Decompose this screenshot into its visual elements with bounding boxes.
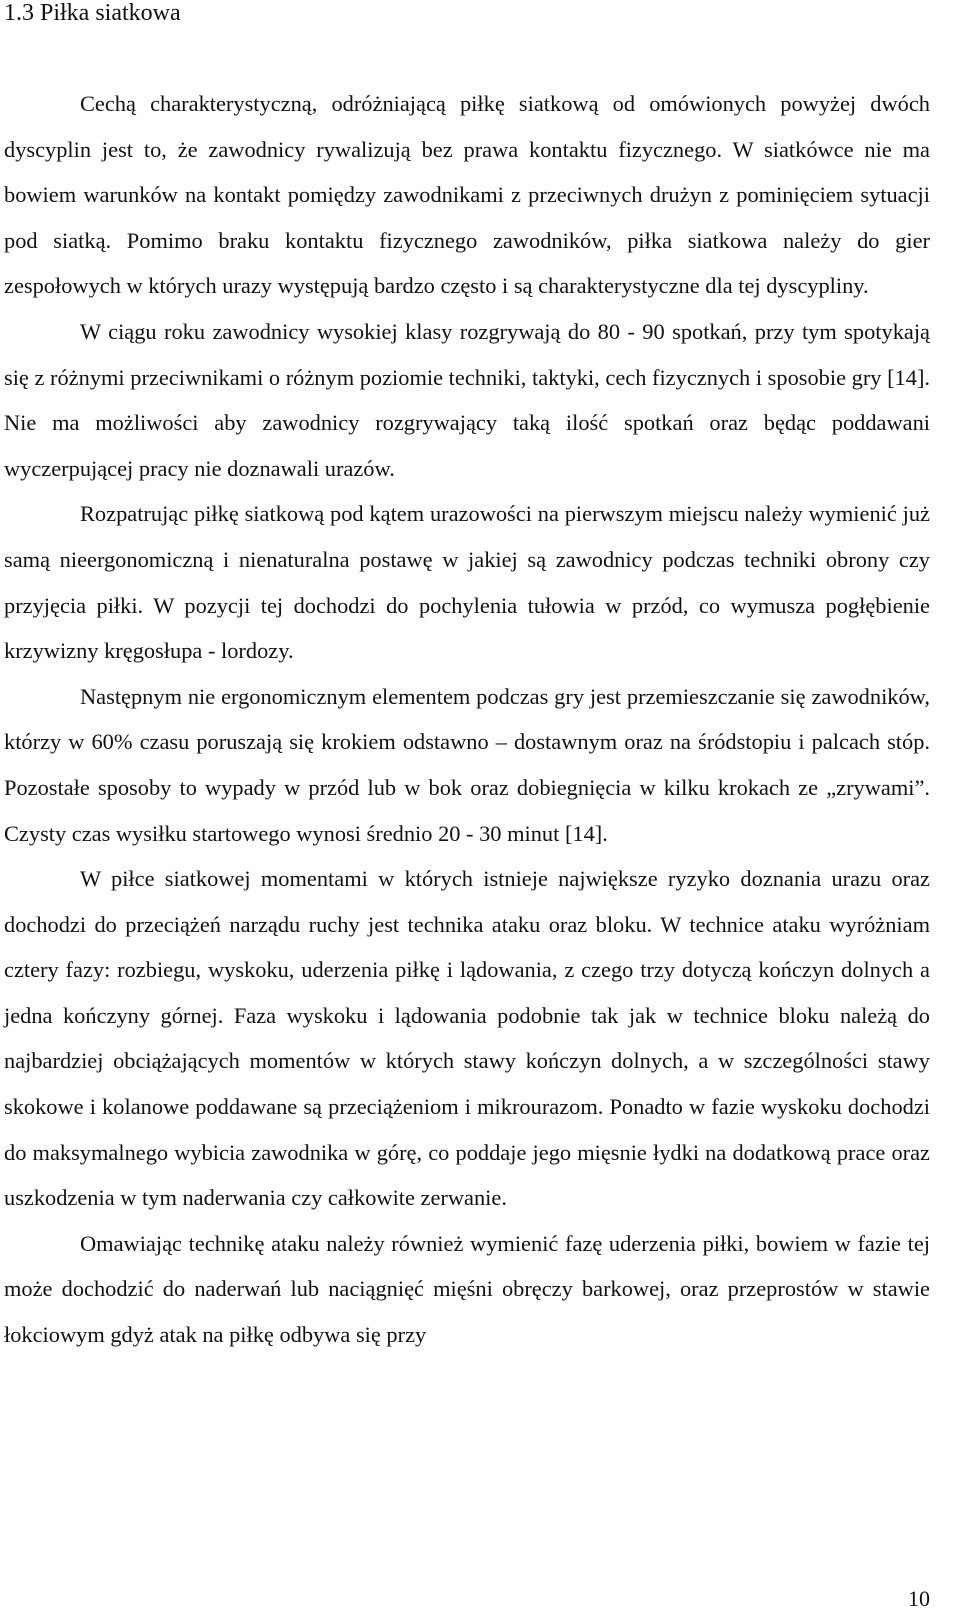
- body-text: [4, 81, 930, 1358]
- paragraph-1: Cechą charakterystyczną, odróżniającą piłkę siatkową od omówionych powyżej dwóch dyscyplin jest to, że zawodnicy rywalizują bez prawa kontaktu fizycznego. W siatkówce nie ma bowiem warunków na kontakt pomiędzy zawodnikami z przeciwnych drużyn z pominięciem sytuacji pod siatką. Pomimo braku kontaktu fizycznego zawodników, piłka siatkowa należy do gier zespołowych w których urazy występują bardzo często i są charakterystyczne dla tej dyscypliny.: [4, 91, 930, 299]
- page-number: 10: [908, 1586, 930, 1611]
- paragraph-3: Rozpatrując piłkę siatkową pod kątem urazowości na pierwszym miejscu należy wymienić już samą nieergonomiczną i nienaturalna postawę w jakiej są zawodnicy podczas techniki obrony czy przyjęcia piłki. W pozycji tej dochodzi do pochylenia tułowia w przód, co wymusza pogłębienie krzywizny kręgosłupa - lordozy.: [4, 501, 930, 664]
- paragraph-5: W piłce siatkowej momentami w których istnieje największe ryzyko doznania urazu oraz dochodzi do przeciążeń narządu ruchy jest technika ataku oraz bloku. W technice ataku wyróżniam cztery fazy: rozbiegu, wyskoku, uderzenia piłkę i lądowania, z czego trzy dotyczą kończyn dolnych a jedna kończyny górnej. Faza wyskoku i lądowania podobnie tak jak w technice bloku należą do najbardziej obciążających momentów w których stawy kończyn dolnych, a w szczególności stawy skokowe i kolanowe poddawane są przeciążeniom i mikrourazom. Ponadto w fazie wyskoku dochodzi do maksymalnego wybicia zawodnika w górę, co poddaje jego mięsnie łydki na dodatkową prace oraz uszkodzenia w tym naderwania czy całkowite zerwanie.: [4, 866, 930, 1211]
- paragraph-4: Następnym nie ergonomicznym elementem podczas gry jest przemieszczanie się zawodników, którzy w 60% czasu poruszają się krokiem odstawno – dostawnym oraz na śródstopiu i palcach stóp. Pozostałe sposoby to wypady w przód lub w bok oraz dobiegnięcia w kilku krokach ze „zrywami”. Czysty czas wysiłku startowego wynosi średnio 20 - 30 minut [14].: [4, 683, 930, 846]
- paragraph-2: W ciągu roku zawodnicy wysokiej klasy rozgrywają do 80 - 90 spotkań, przy tym spotykają się z różnymi przeciwnikami o różnym poziomie techniki, taktyki, cech fizycznych i sposobie gry [14]. Nie ma możliwości aby zawodnicy rozgrywający taką ilość spotkań oraz będąc poddawani wyczerpującej pracy nie doznawali urazów.: [4, 318, 930, 481]
- paragraph-6: Omawiając technikę ataku należy również wymienić fazę uderzenia piłki, bowiem w fazie tej może dochodzić do naderwań lub naciągnięć mięśni obręczy barkowej, oraz przeprostów w stawie łokciowym gdyż atak na piłkę odbywa się przy: [4, 1230, 930, 1348]
- section-heading: 1.3 Piłka siatkowa: [4, 0, 181, 26]
